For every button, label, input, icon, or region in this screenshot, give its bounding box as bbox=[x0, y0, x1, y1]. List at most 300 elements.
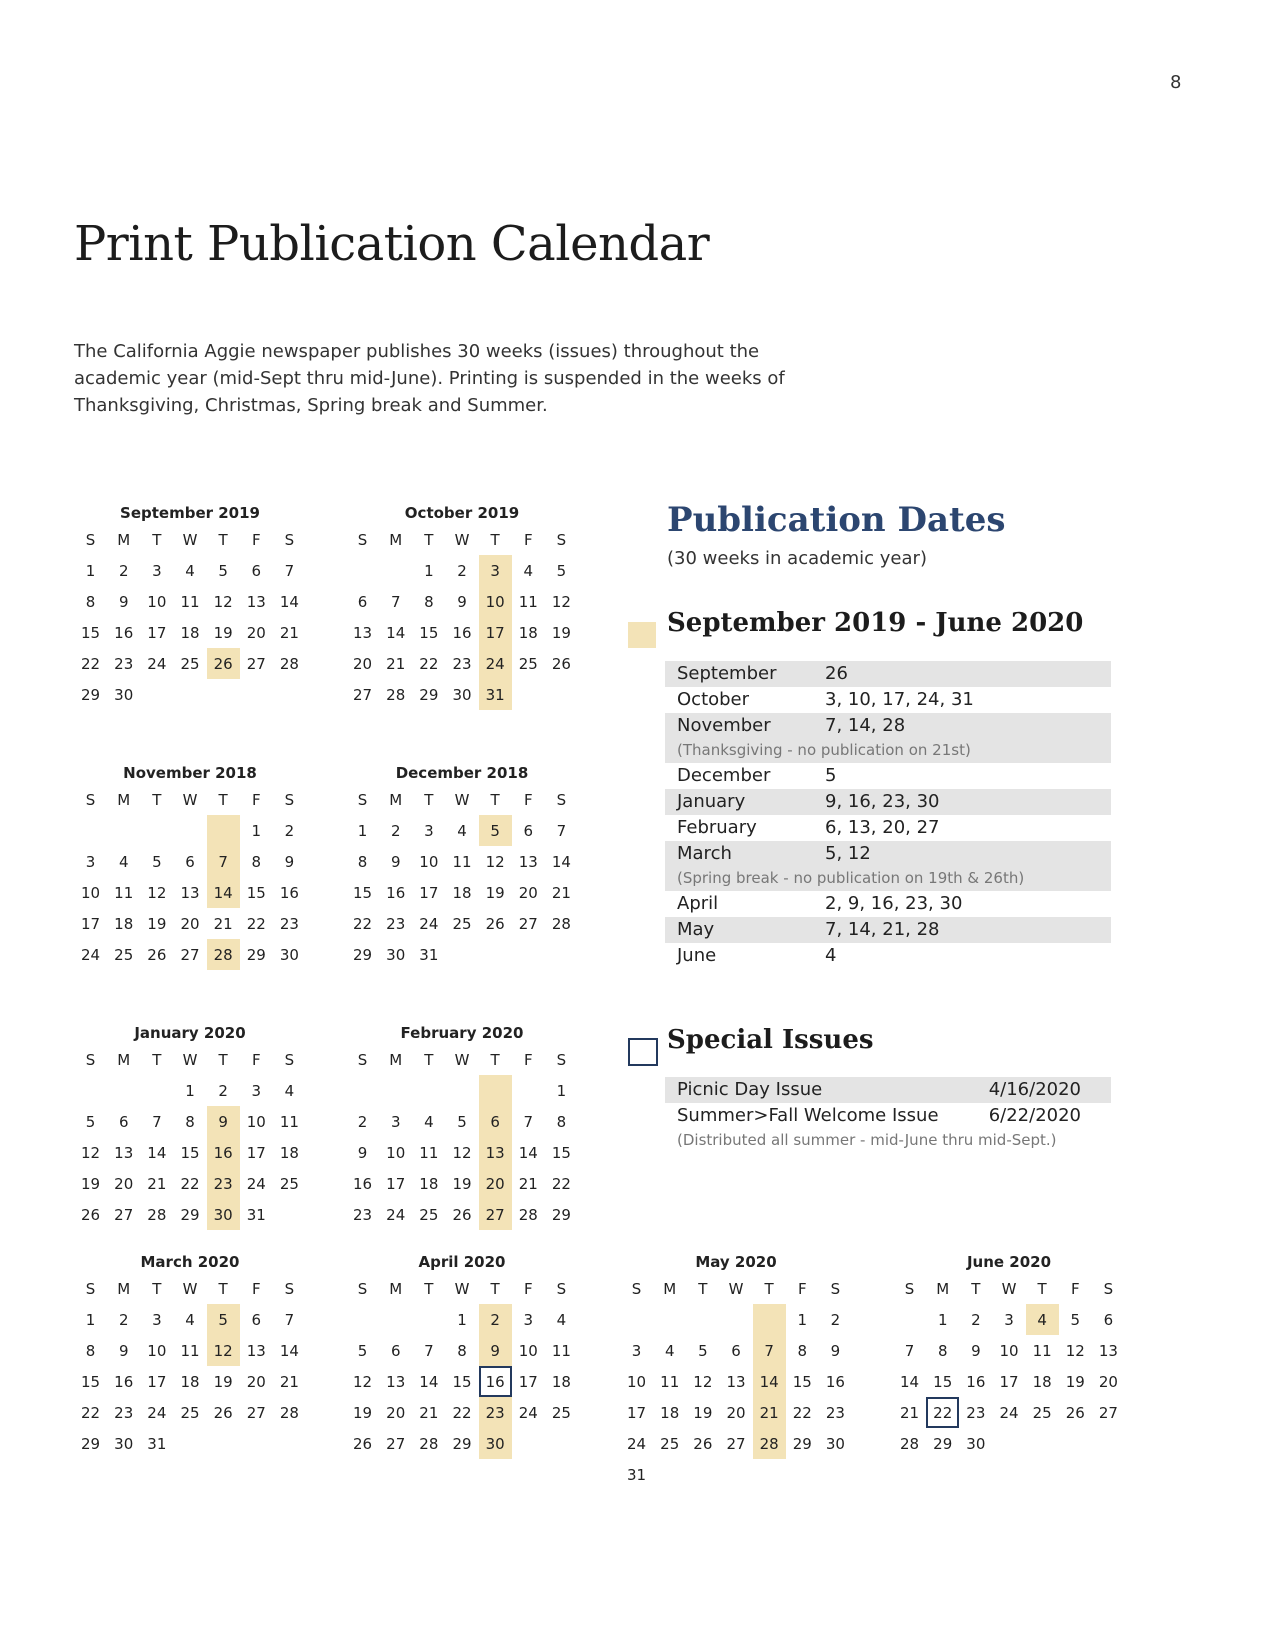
calendar-table bbox=[346, 1273, 578, 1459]
calendar-day: 26 bbox=[693, 1434, 713, 1453]
calendar-day: 22 bbox=[792, 1403, 812, 1422]
publication-dates-subheading: (30 weeks in academic year) bbox=[667, 548, 927, 569]
calendar-day: 15 bbox=[792, 1372, 812, 1391]
calendar-empty-cell bbox=[545, 1428, 578, 1459]
calendar-day: 9 bbox=[284, 852, 295, 871]
calendar-day: 21 bbox=[900, 1403, 920, 1422]
publication-dates-list bbox=[665, 661, 1111, 969]
calendar-table bbox=[346, 524, 578, 710]
calendar-day: 29 bbox=[246, 945, 266, 964]
calendar-day: 28 bbox=[147, 1205, 167, 1224]
calendar-day: 1 bbox=[85, 561, 96, 580]
calendar-day: 30 bbox=[966, 1434, 986, 1453]
calendar-empty-cell bbox=[512, 679, 545, 710]
publication-month: June bbox=[677, 945, 717, 966]
calendar-day: 9 bbox=[207, 1106, 240, 1137]
calendar-day: 20 bbox=[1098, 1372, 1118, 1391]
calendar-day: 2 bbox=[479, 1304, 512, 1335]
weekday-header: W bbox=[182, 790, 198, 809]
calendar-day: 4 bbox=[118, 852, 129, 871]
calendar-day: 22 bbox=[180, 1174, 200, 1193]
calendar-day: 17 bbox=[246, 1143, 266, 1162]
weekday-header: W bbox=[454, 530, 470, 549]
calendar-empty-cell bbox=[512, 939, 545, 970]
publication-month: May bbox=[677, 919, 715, 940]
calendar-empty-cell bbox=[346, 555, 379, 586]
calendar-day: 12 bbox=[207, 1335, 240, 1366]
calendar-day: 3 bbox=[424, 821, 434, 840]
calendar-day: 16 bbox=[386, 883, 406, 902]
calendar-day: 5 bbox=[357, 1341, 368, 1360]
calendar-day: 18 bbox=[114, 914, 134, 933]
calendar-empty-cell bbox=[379, 555, 412, 586]
month-calendar bbox=[346, 762, 578, 970]
calendar-empty-cell bbox=[74, 815, 107, 846]
calendar-month-title: June 2020 bbox=[966, 1253, 1052, 1271]
weekday-header: S bbox=[830, 1279, 841, 1298]
calendar-day: 19 bbox=[551, 623, 571, 642]
calendar-empty-cell bbox=[207, 815, 240, 846]
calendar-day: 13 bbox=[1098, 1341, 1118, 1360]
calendar-day: 23 bbox=[825, 1403, 845, 1422]
calendar-day: 18 bbox=[551, 1372, 571, 1391]
calendar-day: 9 bbox=[457, 592, 467, 611]
publication-month-row bbox=[665, 687, 1111, 713]
calendar-day: 30 bbox=[114, 685, 134, 704]
calendar-day: 10 bbox=[627, 1372, 647, 1391]
calendar-empty-cell bbox=[107, 815, 140, 846]
calendar-day: 23 bbox=[114, 1403, 134, 1422]
weekday-header: W bbox=[454, 1279, 470, 1298]
calendar-month-title: December 2018 bbox=[395, 764, 529, 782]
publication-month: October bbox=[677, 689, 750, 710]
calendar-day: 21 bbox=[753, 1397, 786, 1428]
calendar-empty-cell bbox=[207, 1428, 240, 1459]
weekday-header: F bbox=[251, 790, 261, 809]
calendar-empty-cell bbox=[753, 1459, 786, 1490]
calendar-day: 3 bbox=[523, 1310, 534, 1329]
calendar-day: 16 bbox=[825, 1372, 845, 1391]
calendar-day: 6 bbox=[357, 592, 368, 611]
calendar-empty-cell bbox=[346, 1075, 379, 1106]
calendar-day: 14 bbox=[518, 1143, 538, 1162]
calendar-empty-cell bbox=[140, 1075, 173, 1106]
calendar-day: 21 bbox=[386, 654, 406, 673]
special-issue-date: 4/16/2020 bbox=[988, 1079, 1081, 1100]
calendar-day: 25 bbox=[419, 1205, 439, 1224]
calendar-day: 24 bbox=[147, 654, 167, 673]
calendar-day: 29 bbox=[792, 1434, 812, 1453]
weekday-header: W bbox=[182, 1050, 198, 1069]
calendar-day: 22 bbox=[353, 914, 373, 933]
calendar-empty-cell bbox=[1026, 1428, 1059, 1459]
weekday-header: S bbox=[556, 1279, 567, 1298]
calendar-day: 21 bbox=[279, 623, 299, 642]
calendar-day: 1 bbox=[797, 1310, 808, 1329]
calendar-day: 27 bbox=[386, 1434, 406, 1453]
weekday-header: T bbox=[424, 790, 434, 809]
calendar-day: 17 bbox=[999, 1372, 1019, 1391]
month-calendar bbox=[346, 1022, 578, 1230]
calendar-day: 24 bbox=[246, 1174, 266, 1193]
calendar-day: 31 bbox=[147, 1434, 167, 1453]
weekday-header: W bbox=[454, 1050, 470, 1069]
calendar-month-title: March 2020 bbox=[140, 1253, 240, 1271]
publication-month-row bbox=[665, 713, 1111, 763]
calendar-day: 29 bbox=[933, 1434, 953, 1453]
calendar-day: 20 bbox=[180, 914, 200, 933]
calendar-day: 1 bbox=[556, 1081, 567, 1100]
calendar-day: 15 bbox=[81, 623, 101, 642]
calendar-day: 28 bbox=[900, 1434, 920, 1453]
calendar-day: 12 bbox=[213, 592, 233, 611]
calendar-day: 10 bbox=[999, 1341, 1019, 1360]
calendar-day: 6 bbox=[479, 1106, 512, 1137]
calendar-day: 7 bbox=[207, 846, 240, 877]
weekday-header: M bbox=[389, 1279, 403, 1298]
calendar-day: 29 bbox=[81, 685, 101, 704]
calendar-empty-cell bbox=[1092, 1428, 1125, 1459]
calendar-empty-cell bbox=[686, 1459, 719, 1490]
calendar-day: 26 bbox=[207, 648, 240, 679]
weekday-header: M bbox=[936, 1279, 950, 1298]
publication-month: January bbox=[677, 791, 746, 812]
calendar-day: 29 bbox=[452, 1434, 472, 1453]
calendar-day: 21 bbox=[147, 1174, 167, 1193]
weekday-header: T bbox=[490, 530, 500, 549]
calendar-empty-cell bbox=[412, 1075, 445, 1106]
month-calendar bbox=[346, 1251, 578, 1459]
publication-days: 5, 12 bbox=[825, 843, 871, 864]
calendar-day: 26 bbox=[452, 1205, 472, 1224]
calendar-day: 5 bbox=[218, 561, 228, 580]
calendar-empty-cell bbox=[479, 939, 512, 970]
calendar-day: 26 bbox=[353, 1434, 373, 1453]
calendar-day: 19 bbox=[213, 623, 233, 642]
calendar-day: 21 bbox=[518, 1174, 538, 1193]
calendar-empty-cell bbox=[653, 1304, 686, 1335]
weekday-header: F bbox=[251, 530, 261, 549]
calendar-day: 2 bbox=[971, 1310, 981, 1329]
calendar-day: 17 bbox=[386, 1174, 406, 1193]
academic-year-heading: September 2019 - June 2020 bbox=[667, 608, 1084, 638]
calendar-empty-cell bbox=[379, 1075, 412, 1106]
calendar-day: 3 bbox=[85, 852, 96, 871]
calendar-day: 20 bbox=[246, 1372, 266, 1391]
calendar-day: 5 bbox=[556, 561, 567, 580]
calendar-day: 18 bbox=[452, 883, 472, 902]
weekday-header: T bbox=[152, 1050, 162, 1069]
calendar-day: 12 bbox=[485, 852, 505, 871]
calendar-day: 16 bbox=[452, 623, 472, 642]
calendar-table bbox=[74, 1044, 306, 1230]
publication-month: September bbox=[677, 663, 777, 684]
weekday-header: M bbox=[389, 790, 403, 809]
publication-note: (Spring break - no publication on 19th & 26th) bbox=[677, 869, 1025, 887]
weekday-header: F bbox=[797, 1279, 807, 1298]
publication-month-row bbox=[665, 661, 1111, 687]
intro-paragraph: The California Aggie newspaper publishes 30 weeks (issues) throughout the academic year (mid-Sept thru mid-June). Printing is suspended in the weeks of Thanksgiving, Christmas, Spring break and Summer. bbox=[74, 341, 785, 416]
calendar-day: 8 bbox=[185, 1112, 195, 1131]
calendar-day: 2 bbox=[118, 561, 129, 580]
calendar-empty-cell bbox=[620, 1304, 653, 1335]
weekday-header: F bbox=[1070, 1279, 1080, 1298]
calendar-empty-cell bbox=[719, 1459, 752, 1490]
calendar-day: 15 bbox=[180, 1143, 200, 1162]
calendar-day: 25 bbox=[551, 1403, 571, 1422]
calendar-day: 25 bbox=[660, 1434, 680, 1453]
calendar-day: 13 bbox=[726, 1372, 746, 1391]
calendar-day: 15 bbox=[353, 883, 373, 902]
publication-month: December bbox=[677, 765, 771, 786]
calendar-day: 28 bbox=[386, 685, 406, 704]
weekday-header: T bbox=[971, 1279, 981, 1298]
calendar-day: 14 bbox=[147, 1143, 167, 1162]
calendar-empty-cell bbox=[719, 1304, 752, 1335]
calendar-month-title: November 2018 bbox=[123, 764, 257, 782]
calendar-day: 11 bbox=[419, 1143, 439, 1162]
calendar-day: 30 bbox=[825, 1434, 845, 1453]
calendar-day: 5 bbox=[207, 1304, 240, 1335]
weekday-header: W bbox=[182, 1279, 198, 1298]
calendar-day: 2 bbox=[357, 1112, 368, 1131]
calendar-day: 7 bbox=[753, 1335, 786, 1366]
calendar-day: 6 bbox=[1103, 1310, 1114, 1329]
calendar-day: 29 bbox=[81, 1434, 101, 1453]
calendar-day: 8 bbox=[797, 1341, 808, 1360]
weekday-header: S bbox=[85, 790, 96, 809]
weekday-header: S bbox=[357, 1050, 368, 1069]
calendar-table bbox=[346, 1044, 578, 1230]
calendar-day: 1 bbox=[251, 821, 262, 840]
weekday-header: M bbox=[117, 1050, 131, 1069]
calendar-empty-cell bbox=[786, 1459, 819, 1490]
page-title: Print Publication Calendar bbox=[74, 216, 710, 272]
calendar-day: 12 bbox=[1065, 1341, 1085, 1360]
calendar-day: 13 bbox=[386, 1372, 406, 1391]
calendar-day: 5 bbox=[152, 852, 162, 871]
calendar-day: 30 bbox=[279, 945, 299, 964]
calendar-day: 12 bbox=[551, 592, 571, 611]
calendar-empty-cell bbox=[207, 679, 240, 710]
weekday-header: T bbox=[152, 530, 162, 549]
month-calendar bbox=[893, 1251, 1125, 1459]
calendar-empty-cell bbox=[992, 1428, 1025, 1459]
calendar-empty-cell bbox=[173, 679, 206, 710]
calendar-day: 18 bbox=[518, 623, 538, 642]
calendar-day: 16 bbox=[279, 883, 299, 902]
calendar-day: 21 bbox=[419, 1403, 439, 1422]
calendar-day: 9 bbox=[971, 1341, 981, 1360]
calendar-empty-cell bbox=[545, 939, 578, 970]
calendar-day: 15 bbox=[452, 1372, 472, 1391]
calendar-day: 30 bbox=[114, 1434, 134, 1453]
calendar-day: 20 bbox=[479, 1168, 512, 1199]
calendar-empty-cell bbox=[273, 1428, 306, 1459]
weekday-header: M bbox=[663, 1279, 677, 1298]
calendar-day: 1 bbox=[937, 1310, 948, 1329]
calendar-day: 15 bbox=[81, 1372, 101, 1391]
calendar-empty-cell bbox=[412, 1304, 445, 1335]
calendar-day: 29 bbox=[551, 1205, 571, 1224]
calendar-empty-cell bbox=[107, 1075, 140, 1106]
weekday-header: S bbox=[284, 1050, 295, 1069]
calendar-day: 2 bbox=[457, 561, 467, 580]
calendar-empty-cell bbox=[140, 679, 173, 710]
calendar-table bbox=[346, 784, 578, 970]
calendar-day: 4 bbox=[424, 1112, 434, 1131]
calendar-empty-cell bbox=[240, 679, 273, 710]
calendar-day: 11 bbox=[180, 592, 200, 611]
calendar-empty-cell bbox=[893, 1304, 926, 1335]
calendar-day: 4 bbox=[556, 1310, 567, 1329]
calendar-table bbox=[74, 524, 306, 710]
calendar-day: 11 bbox=[518, 592, 538, 611]
weekday-header: T bbox=[698, 1279, 708, 1298]
weekday-header: T bbox=[490, 790, 500, 809]
calendar-day: 8 bbox=[357, 852, 368, 871]
calendar-empty-cell bbox=[173, 1428, 206, 1459]
calendar-day: 8 bbox=[251, 852, 262, 871]
calendar-day: 10 bbox=[386, 1143, 406, 1162]
calendar-day: 24 bbox=[147, 1403, 167, 1422]
weekday-header: F bbox=[523, 1050, 533, 1069]
calendar-day: 6 bbox=[731, 1341, 741, 1360]
calendar-day: 28 bbox=[279, 1403, 299, 1422]
calendar-day: 14 bbox=[207, 877, 240, 908]
calendar-day: 1 bbox=[85, 1310, 96, 1329]
publication-days: 6, 13, 20, 27 bbox=[825, 817, 940, 838]
calendar-day: 10 bbox=[479, 586, 512, 617]
calendar-day: 12 bbox=[147, 883, 167, 902]
calendar-day: 9 bbox=[830, 1341, 841, 1360]
calendar-day: 15 bbox=[419, 623, 439, 642]
publication-month-row bbox=[665, 841, 1111, 891]
weekday-header: T bbox=[490, 1279, 500, 1298]
weekday-header: T bbox=[490, 1050, 500, 1069]
calendar-month-title: October 2019 bbox=[404, 504, 520, 522]
calendar-day: 28 bbox=[419, 1434, 439, 1453]
weekday-header: S bbox=[631, 1279, 642, 1298]
calendar-day: 14 bbox=[753, 1366, 786, 1397]
calendar-day: 7 bbox=[390, 592, 401, 611]
weekday-header: S bbox=[284, 790, 295, 809]
calendar-month-title: February 2020 bbox=[400, 1024, 524, 1042]
publication-month: March bbox=[677, 843, 732, 864]
calendar-day: 9 bbox=[357, 1143, 368, 1162]
weekday-header: T bbox=[152, 790, 162, 809]
calendar-day: 11 bbox=[1032, 1341, 1052, 1360]
calendar-day: 11 bbox=[660, 1372, 680, 1391]
calendar-day: 18 bbox=[279, 1143, 299, 1162]
calendar-day: 4 bbox=[284, 1081, 295, 1100]
calendar-day: 3 bbox=[251, 1081, 262, 1100]
calendar-day: 1 bbox=[357, 821, 368, 840]
calendar-day: 26 bbox=[485, 914, 505, 933]
weekday-header: S bbox=[904, 1279, 915, 1298]
weekday-header: T bbox=[152, 1279, 162, 1298]
publication-month-row bbox=[665, 763, 1111, 789]
calendar-day: 6 bbox=[118, 1112, 129, 1131]
calendar-empty-cell bbox=[753, 1304, 786, 1335]
calendar-day: 4 bbox=[185, 1310, 195, 1329]
calendar-day: 18 bbox=[1032, 1372, 1052, 1391]
publication-month: April bbox=[677, 893, 719, 914]
calendar-day: 2 bbox=[218, 1081, 228, 1100]
calendar-day: 4 bbox=[185, 561, 195, 580]
calendar-day: 12 bbox=[353, 1372, 373, 1391]
calendar-day: 18 bbox=[180, 623, 200, 642]
publication-month: February bbox=[677, 817, 757, 838]
calendar-day: 16 bbox=[114, 623, 134, 642]
calendar-day: 9 bbox=[118, 592, 129, 611]
month-calendar bbox=[74, 762, 306, 970]
calendar-empty-cell bbox=[379, 1304, 412, 1335]
weekday-header: F bbox=[523, 1279, 533, 1298]
calendar-day: 16 bbox=[114, 1372, 134, 1391]
calendar-day: 15 bbox=[933, 1372, 953, 1391]
calendar-day: 24 bbox=[386, 1205, 406, 1224]
calendar-day: 20 bbox=[246, 623, 266, 642]
calendar-day: 25 bbox=[114, 945, 134, 964]
calendar-day: 6 bbox=[251, 561, 262, 580]
calendar-day: 13 bbox=[479, 1137, 512, 1168]
calendar-month-title: September 2019 bbox=[120, 504, 260, 522]
calendar-day: 10 bbox=[419, 852, 439, 871]
calendar-day: 17 bbox=[479, 617, 512, 648]
calendar-day: 10 bbox=[518, 1341, 538, 1360]
calendar-day: 7 bbox=[284, 561, 295, 580]
special-issue-row bbox=[665, 1077, 1111, 1103]
weekday-header: S bbox=[556, 790, 567, 809]
calendar-day: 20 bbox=[353, 654, 373, 673]
calendar-day: 3 bbox=[1004, 1310, 1014, 1329]
calendar-month-title: May 2020 bbox=[695, 1253, 777, 1271]
weekday-header: F bbox=[523, 530, 533, 549]
calendar-empty-cell bbox=[445, 1075, 478, 1106]
calendar-day: 17 bbox=[518, 1372, 538, 1391]
calendar-day: 26 bbox=[81, 1205, 101, 1224]
calendar-day: 17 bbox=[147, 623, 167, 642]
month-calendar bbox=[74, 1022, 306, 1230]
calendar-day: 24 bbox=[479, 648, 512, 679]
calendar-day: 12 bbox=[452, 1143, 472, 1162]
calendar-day: 21 bbox=[213, 914, 233, 933]
calendar-empty-cell bbox=[346, 1304, 379, 1335]
calendar-day: 14 bbox=[419, 1372, 439, 1391]
calendar-day: 8 bbox=[85, 592, 96, 611]
calendar-day: 5 bbox=[698, 1341, 708, 1360]
calendar-day: 13 bbox=[180, 883, 200, 902]
calendar-day: 22 bbox=[81, 654, 101, 673]
calendar-day: 18 bbox=[660, 1403, 680, 1422]
weekday-header: M bbox=[117, 790, 131, 809]
calendar-day: 16 bbox=[966, 1372, 986, 1391]
calendar-day: 25 bbox=[518, 654, 538, 673]
calendar-day: 24 bbox=[999, 1403, 1019, 1422]
calendar-month-title: January 2020 bbox=[134, 1024, 246, 1042]
calendar-empty-cell bbox=[273, 1199, 306, 1230]
calendar-day: 22 bbox=[81, 1403, 101, 1422]
calendar-day: 4 bbox=[664, 1341, 675, 1360]
calendar-day: 16 bbox=[479, 1366, 512, 1397]
calendar-day: 27 bbox=[246, 1403, 266, 1422]
calendar-day: 30 bbox=[207, 1199, 240, 1230]
calendar-day: 1 bbox=[185, 1081, 195, 1100]
publication-month-row bbox=[665, 943, 1111, 969]
calendar-day: 11 bbox=[452, 852, 472, 871]
calendar-day: 28 bbox=[551, 914, 571, 933]
